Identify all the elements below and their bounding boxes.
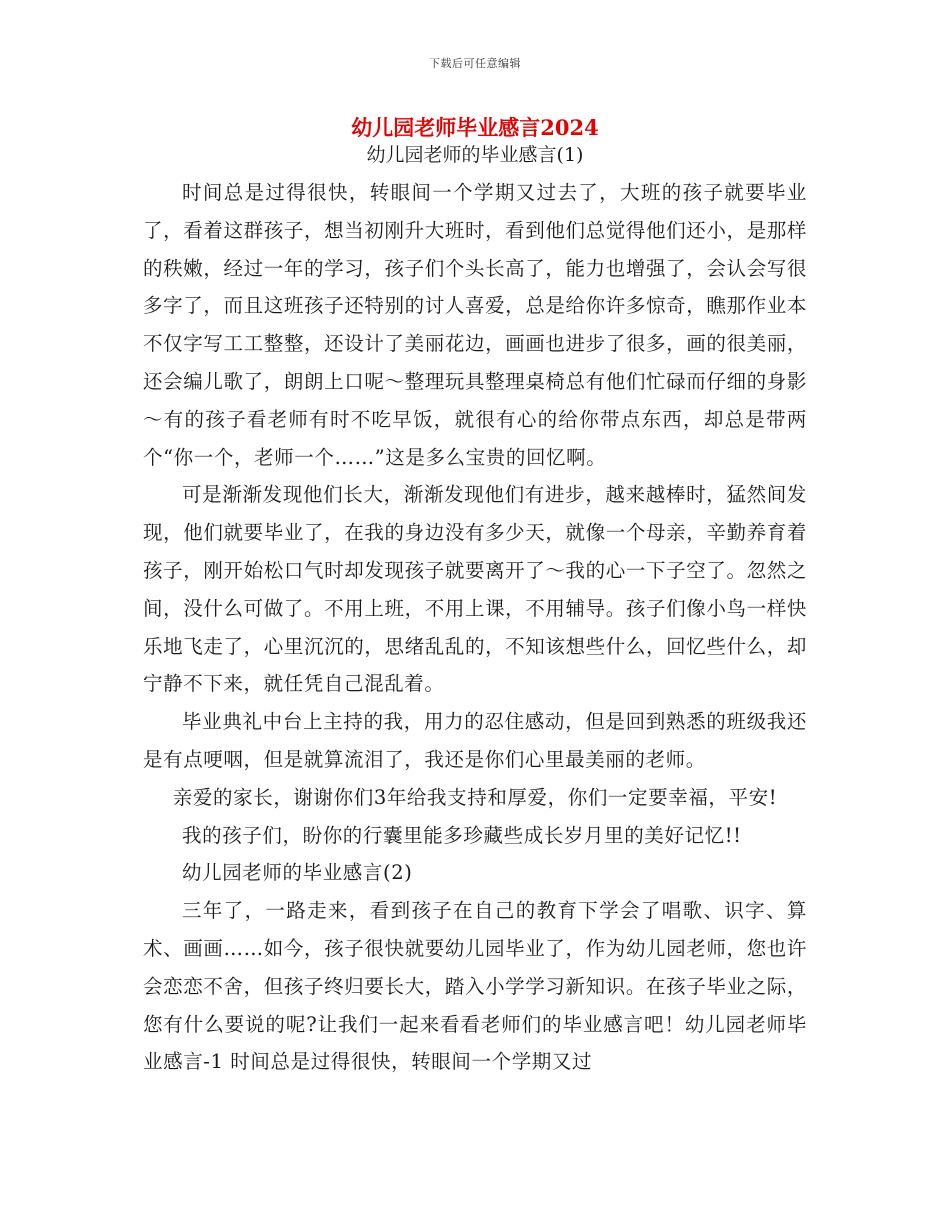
paragraph-4: 亲爱的家长，谢谢你们3年给我支持和厚爱，你们一定要幸福，平安! bbox=[172, 785, 778, 809]
paragraph-1: 时间总是过得很快，转眼间一个学期又过去了，大班的孩子就要毕业了，看着这群孩子，想当初刚升大班时，看到他们总觉得他们还小，是那样的秩嫩，经过一年的学习，孩子们个头长高了，能力也增强了，会认会写很多字了，而且这班孩子还特别的讨人喜爱，总是给你许多惊奇，瞧那作业本不仅字写工工整整，还设计了美丽花边，画画也进步了很多，画的很美丽，还会编儿歌了，朗朗上口呢～整理玩具整理桌椅总有他们忙碌而仔细的身影～有的孩子看老师有时不吃早饭，就很有心的给你带点东西，却总是带两个“你一个，老师一个……”这是多么宝贵的回忆啊。 bbox=[143, 181, 807, 469]
document-title: 幼儿园老师毕业感言2024 bbox=[351, 115, 599, 140]
paragraph-2: 可是渐渐发现他们长大，渐渐发现他们有进步，越来越棒时，猛然间发现，他们就要毕业了，在我的身边没有多少天，就像一个母亲，辛勤养育着孩子，刚开始松口气时却发现孩子就要离开了～我的心一下子空了。忽然之间，没什么可做了。不用上班，不用上课，不用辅导。孩子们像小鸟一样快乐地飞走了，心里沉沉的，思绪乱乱的，不知该想些什么，回忆些什么，却宁静不下来，就任凭自己混乱着。 bbox=[143, 483, 807, 696]
paragraph-5: 我的孩子们，盼你的行囊里能多珍藏些成长岁月里的美好记忆!! bbox=[182, 823, 742, 847]
document-body bbox=[143, 174, 807, 1081]
section-heading-2: 幼儿园老师的毕业感言(2) bbox=[182, 861, 413, 885]
header-note: 下载后可任意编辑 bbox=[429, 57, 521, 70]
paragraph-3: 毕业典礼中台上主持的我，用力的忍住感动，但是回到熟悉的班级我还是有点哽咽，但是就算流泪了，我还是你们心里最美丽的老师。 bbox=[143, 710, 807, 771]
document-subtitle: 幼儿园老师的毕业感言(1) bbox=[366, 144, 584, 166]
paragraph-6: 三年了，一路走来，看到孩子在自己的教育下学会了唱歌、识字、算术、画画……如今，孩子很快就要幼儿园毕业了，作为幼儿园老师，您也许会恋恋不舍，但孩子终归要长大，踏入小学学习新知识。在孩子毕业之际，您有什么要说的呢?让我们一起来看看老师们的毕业感言吧！幼儿园老师毕业感言-1 时间总是过得很快，转眼间一个学期又过 bbox=[143, 899, 807, 1074]
